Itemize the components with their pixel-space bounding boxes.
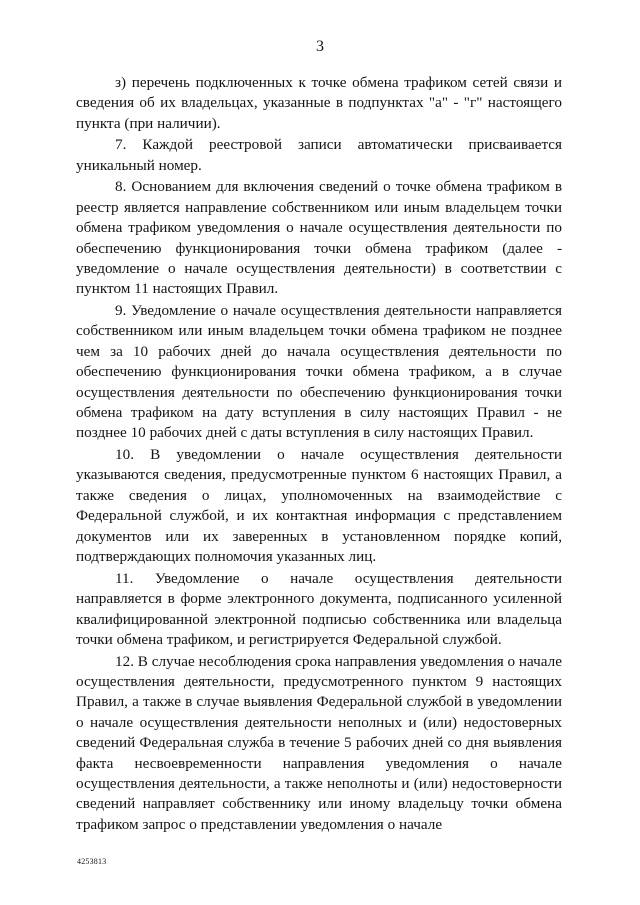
document-body (76, 73, 562, 836)
paragraph-item-z: з) перечень подключенных к точке обмена трафиком сетей связи и сведения об их владельцах, указанные в подпунктах "а" - "г" настоящего пункта (при наличии). (76, 74, 562, 132)
document-code: 4253813 (77, 857, 107, 866)
paragraph-8: 8. Основанием для включения сведений о точке обмена трафиком в реестр является направление собственником или иным владельцем точки обмена трафиком уведомления о начале осуществления деятельности по обеспечению функционирования точки обмена трафиком (далее - уведомление о начале осуществления деятельности) в соответствии с пунктом 11 настоящих Правил. (76, 178, 562, 298)
paragraph-10: 10. В уведомлении о начале осуществления деятельности указываются сведения, предусмотренные пунктом 6 настоящих Правил, а также сведения о лицах, уполномоченных на взаимодействие с Федеральной службой, и их контактная информация с представлением документов или их заверенных в установленном порядке копий, подтверждающих полномочия указанных лиц. (76, 446, 562, 566)
paragraph-11: 11. Уведомление о начале осуществления деятельности направляется в форме электронного документа, подписанного усиленной квалифицированной электронной подписью собственника или владельца точки обмена трафиком, и регистрируется Федеральной службой. (76, 569, 562, 648)
paragraph-12: 12. В случае несоблюдения срока направления уведомления о начале осуществления деятельности, предусмотренного пунктом 9 настоящих Правил, а также в случае выявления Федеральной службой в уведомлении о начале осуществления деятельности неполных и (или) недостоверных сведений Федеральная служба в течение 5 рабочих дней со дня выявления факта несвоевременности направления уведомления о начале осуществления деятельности, а также неполноты и (или) недостоверности сведений направляет собственнику или иному владельцу точки обмена трафиком запрос о представлении уведомления о начале (76, 652, 562, 833)
paragraph-7: 7. Каждой реестровой записи автоматически присваивается уникальный номер. (76, 136, 562, 174)
paragraph-9: 9. Уведомление о начале осуществления деятельности направляется собственником или иным владельцем точки обмена трафиком не позднее чем за 10 рабочих дней до начала осуществления деятельности по обеспечению функционирования точки обмена трафиком, а в случае осуществления деятельности по обеспечению функционирования точки обмена трафиком на дату вступления в силу настоящих Правил - не позднее 10 рабочих дней с даты вступления в силу настоящих Правил. (76, 302, 562, 442)
page-number: 3 (316, 38, 324, 55)
